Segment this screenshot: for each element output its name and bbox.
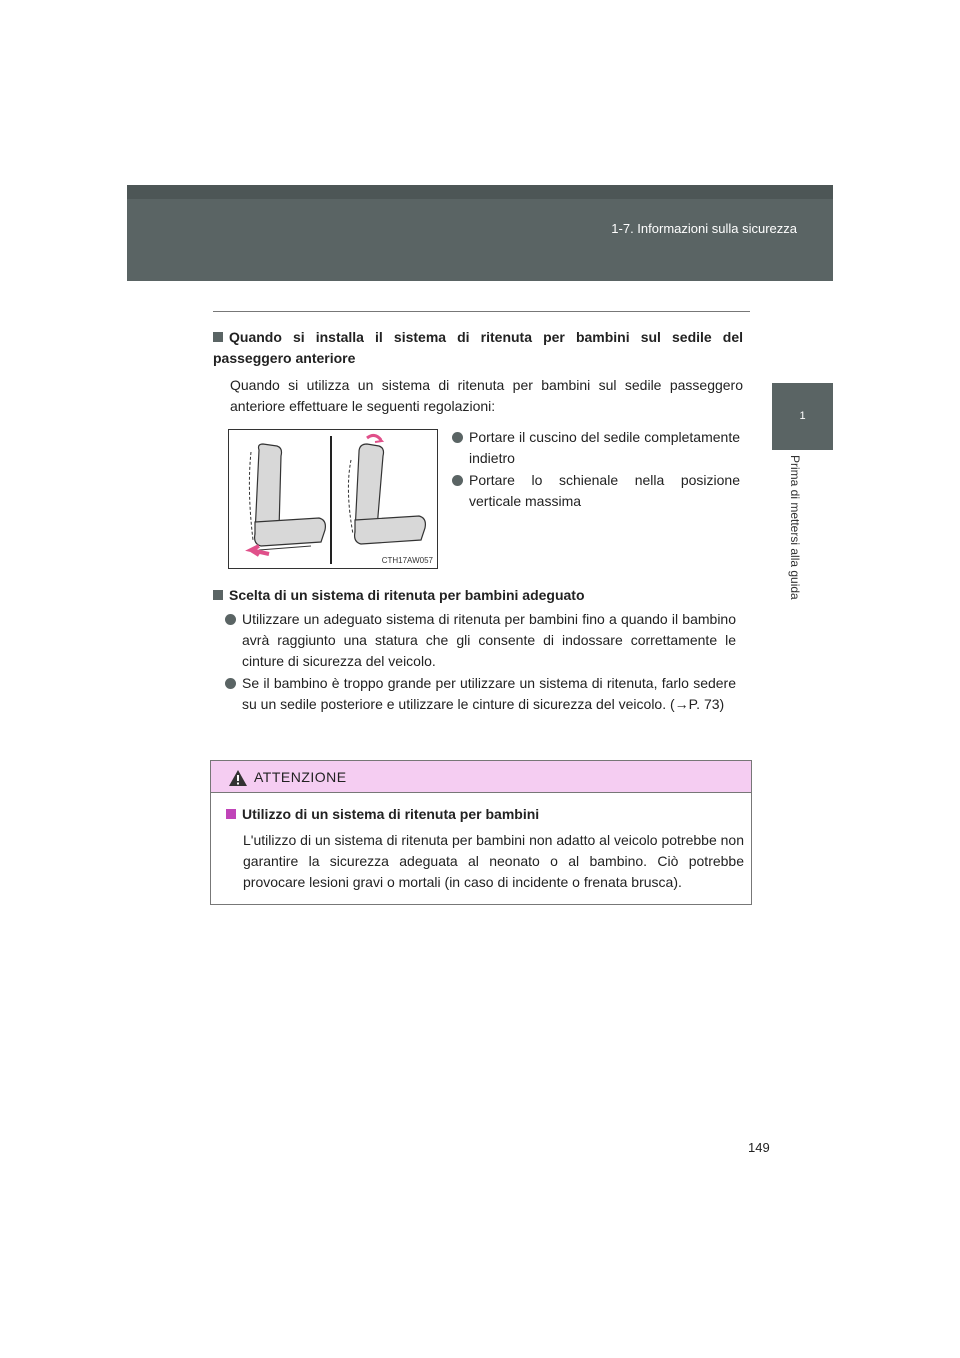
warning-label: ATTENZIONE [254,769,347,785]
warning-triangle-icon [228,769,248,787]
seat-illustration [228,429,438,569]
chapter-title: Prima di mettersi alla guida [788,455,802,600]
square-bullet-icon [226,809,236,819]
bullet-icon [225,614,236,625]
figure-code: CTH17AW057 [381,556,433,565]
list-item [469,470,740,512]
list-item-text: Portare il cuscino del sedile completamente indietro [469,429,740,466]
page-number: 149 [748,1140,770,1155]
section-body: Quando si utilizza un sistema di ritenuta per bambini sul sedile passeggero anteriore effettuare le seguenti regolazioni: [230,377,743,414]
header-band-top [127,185,833,199]
list-item-text: Utilizzare un adeguato sistema di ritenuta per bambini fino a quando il bambino avrà raggiunto una statura che gli consente di indossare correttamente le cinture di sicurezza del veicolo. [242,611,736,669]
section-title: 1-7. Informazioni sulla sicurezza [611,221,797,236]
list-item-text: Portare lo schienale nella posizione verticale massima [469,472,740,509]
warning-heading-text: Utilizzo di un sistema di ritenuta per bambini [242,806,540,822]
list-item [469,427,740,469]
bullet-icon [452,432,463,443]
bullet-icon [225,678,236,689]
list-item-text: Se il bambino è troppo grande per utilizzare un sistema di ritenuta, farlo sedere su un sedile posteriore e utilizzare le cinture di sicurezza del veicolo. (→P. 73) [242,675,736,712]
chapter-tab [772,383,833,450]
square-bullet-icon [213,590,223,600]
divider [213,311,750,312]
list-item [242,673,736,715]
heading-text: Quando si installa il sistema di ritenuta per bambini sul sedile del passeggero anteriore [213,329,743,366]
square-bullet-icon [213,332,223,342]
heading-text: Scelta di un sistema di ritenuta per bambini adeguato [229,587,585,603]
warning-body: L'utilizzo di un sistema di ritenuta per bambini non adatto al veicolo potrebbe non garantire la sicurezza adeguata al neonato o al bambino. Ciò potrebbe provocare lesioni gravi o mortali (in caso di incidente o frenata brusca). [243,832,744,890]
section-heading-front-seat [213,327,743,369]
bullet-icon [452,475,463,486]
section-heading-child-seat-choice [213,585,743,606]
chapter-number: 1 [799,410,806,422]
warning-header [211,761,751,793]
seat-diagram-icon [229,430,437,568]
list-item [242,609,736,672]
warning-heading [226,804,744,825]
warning-box [210,760,752,905]
